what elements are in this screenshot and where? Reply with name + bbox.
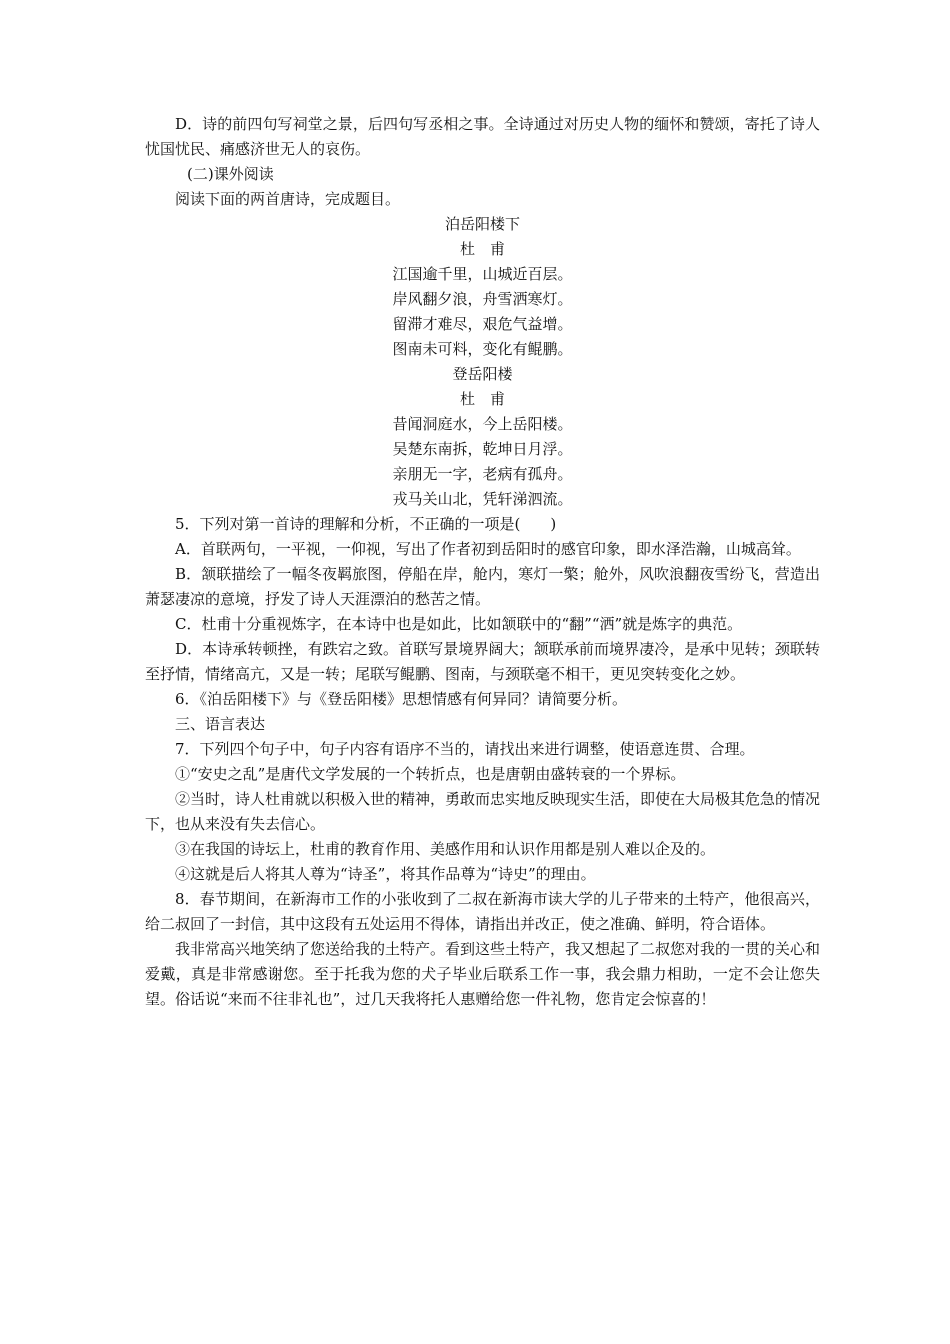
poem-2-line: 昔闻洞庭水，今上岳阳楼。 — [392, 415, 573, 433]
question-8-stem: 8．春节期间，在新海市工作的小张收到了二叔在新海市读大学的儿子带来的土特产，他很高兴，给二叔回了一封信，其中这段有五处运用不得体，请指出并改正，使之准确、鲜明，符合语体。 — [145, 890, 820, 933]
document-page — [145, 112, 820, 1012]
poem-1-line: 江国逾千里，山城近百层。 — [392, 265, 573, 283]
question-7-item: ①“安史之乱”是唐代文学发展的一个转折点，也是唐朝由盛转衰的一个界标。 — [175, 765, 686, 783]
section-extracurricular-heading: (二)课外阅读 — [187, 165, 274, 183]
question-8-letter: 我非常高兴地笑纳了您送给我的土特产。看到这些土特产，我又想起了二叔您对我的一贯的关心和爱戴，真是非常感谢您。至于托我为您的犬子毕业后联系工作一事，我会鼎力相助，一定不会让您失望。俗话说“来而不往非礼也”，过几天我将托人惠赠给您一件礼物，您肯定会惊喜的！ — [145, 940, 821, 1008]
question-5-stem-close: ) — [550, 515, 557, 533]
q4-option-d: D．诗的前四句写祠堂之景，后四句写丞相之事。全诗通过对历史人物的缅怀和赞颂，寄托了诗人忧国忧民、痛感济世无人的哀伤。 — [145, 115, 820, 158]
question-5-option-b: B．颔联描绘了一幅冬夜羁旅图，停船在岸，舱内，寒灯一檠；舱外，风吹浪翻夜雪纷飞，营造出萧瑟凄凉的意境，抒发了诗人天涯漂泊的愁苦之情。 — [145, 565, 820, 608]
question-7-stem: 7．下列四个句子中，句子内容有语序不当的，请找出来进行调整，使语意连贯、合理。 — [175, 740, 755, 758]
question-5-stem-text: 5．下列对第一首诗的理解和分析，不正确的一项是( — [175, 515, 521, 533]
question-7-item: ④这就是后人将其人尊为“诗圣”，将其作品尊为“诗史”的理由。 — [175, 865, 596, 883]
section-language-heading: 三、语言表达 — [175, 715, 266, 733]
question-5-option-a: A．首联两句，一平视，一仰视，写出了作者初到岳阳时的感官印象，即水泽浩瀚，山城高耸。 — [175, 540, 801, 558]
poem-1 — [145, 212, 820, 362]
question-6: 6．《泊岳阳楼下》与《登岳阳楼》思想情感有何异同？请简要分析。 — [175, 690, 628, 708]
poem-2 — [145, 362, 820, 512]
poem-2-author: 杜甫 — [459, 390, 520, 408]
poem-1-title: 泊岳阳楼下 — [444, 215, 520, 233]
question-7-item: ③在我国的诗坛上，杜甫的教育作用、美感作用和认识作用都是别人难以企及的。 — [175, 840, 716, 858]
poem-1-line: 岸风翻夕浪，舟雪洒寒灯。 — [392, 290, 573, 308]
poem-2-line: 戎马关山北，凭轩涕泗流。 — [392, 490, 573, 508]
poem-1-line: 留滞才难尽，艰危气益增。 — [392, 315, 573, 333]
poem-1-author: 杜甫 — [459, 240, 520, 258]
poem-2-line: 亲朋无一字，老病有孤舟。 — [392, 465, 573, 483]
poem-1-line: 图南未可料，变化有鲲鹏。 — [392, 340, 573, 358]
question-5-option-c: C．杜甫十分重视炼字，在本诗中也是如此，比如颔联中的“翻”“洒”就是炼字的典范。 — [175, 615, 743, 633]
poem-2-title: 登岳阳楼 — [452, 365, 513, 383]
question-5-stem — [145, 512, 820, 537]
question-7-item: ②当时，诗人杜甫就以积极入世的精神，勇敢而忠实地反映现实生活，即使在大局极其危急的情况下，也从来没有失去信心。 — [145, 790, 821, 833]
poem-2-line: 吴楚东南拆，乾坤日月浮。 — [392, 440, 573, 458]
reading-instruction: 阅读下面的两首唐诗，完成题目。 — [175, 190, 401, 208]
question-5-option-d: D．本诗承转顿挫，有跌宕之致。首联写景境界阔大；颔联承前而境界凄冷，是承中见转；颈联转至抒情，情绪高亢，又是一转；尾联写鲲鹏、图南，与颈联毫不相干，更见突转变化之妙。 — [145, 640, 820, 683]
